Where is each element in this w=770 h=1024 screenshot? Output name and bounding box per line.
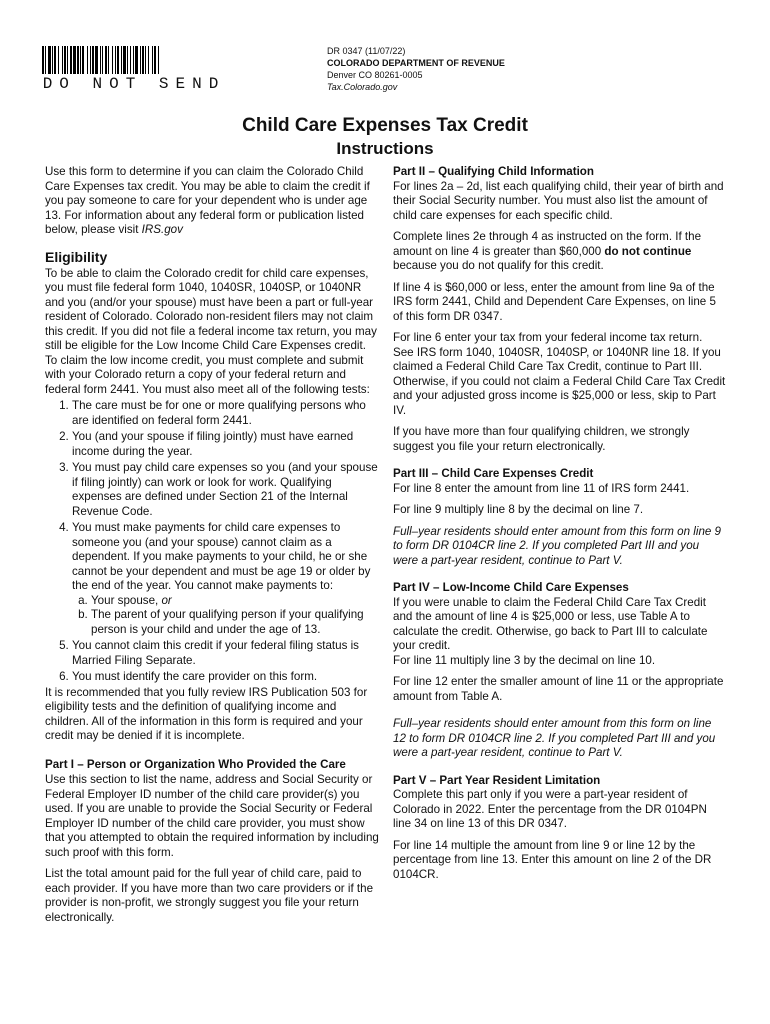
eligibility-tests (45, 399, 379, 685)
eligibility-paragraph: To be able to claim the Colorado credit for child care expenses, you must file federal form 1040, 1040SR, 1040SP, or 1040NR and you (and/or your spouse) must have been a part or full-year resident of Colorado. Colorado non-resident filers may not claim this credit. If you did not file a federal income tax return, you may still be eligible for the Low Income Child Care Expenses credit. To claim the low income credit, you must complete and submit with your Colorado return a copy of your federal return and federal form 2441. You must also meet all of the following tests: (45, 266, 377, 396)
list-item: 1. The care must be for one or more qualifying persons who are identified on federal form 2441. (72, 399, 379, 428)
right-column (393, 165, 726, 889)
part2-heading: Part II – Qualifying Child Information (393, 165, 594, 178)
part4-heading: Part IV – Low-Income Child Care Expenses (393, 581, 629, 594)
list-item: 6. You must identify the care provider on this form. (72, 670, 379, 685)
page-title: Child Care Expenses Tax Credit (242, 115, 528, 136)
part5-paragraph: For line 14 multiple the amount from line 9 or line 12 by the percentage from line 13. Enter this amount on line 2 of the DR 0104CR. (393, 838, 712, 881)
barcode (42, 46, 226, 74)
part3-paragraph: For line 8 enter the amount from line 11 of IRS form 2441. (393, 481, 690, 495)
department-website: Tax.Colorado.gov (327, 82, 398, 92)
eligibility-heading: Eligibility (45, 248, 108, 265)
list-item: 2. You (and your spouse if filing jointly) must have earned income during the year. (72, 430, 379, 459)
payment-exclusions (72, 594, 379, 638)
intro-paragraph: Use this form to determine if you can claim the Colorado Child Care Expenses tax credit. You may be able to claim the credit if you pay someone to care for your dependent who is under age 13. For information about any federal form or publication listed below, please visit IRS.gov (45, 165, 370, 236)
part5-paragraph: Complete this part only if you were a part-year resident of Colorado in 2022. Enter the percentage from the DR 0104PN line 34 on line 13 of this DR 0347. (393, 788, 707, 830)
list-item: b. The parent of your qualifying person if your qualifying person is your child and under the age of 13. (91, 608, 379, 637)
part2-paragraph: For line 6 enter your tax from your federal income tax return. See IRS form 1040, 1040SR, 1040SP, or 1040NR line 18. If you claimed a Federal Child Care Tax Credit, continue to Part III. Otherwise, if you could not claim a Federal Child Care Tax Credit and your adjusted gross income is $25,000 or less, skip to Part IV. (393, 331, 726, 417)
barcode-bar (159, 46, 160, 74)
part3-paragraph: For line 9 multiply line 8 by the decimal on line 7. (393, 503, 644, 516)
left-column (45, 165, 379, 932)
part3-paragraph: Full–year residents should enter amount from this form on line 9 to form DR 0104CR line 2. If you completed Part III and you were a part-year resident, continue to Part V. (393, 524, 722, 567)
department-address: Denver CO 80261-0005 (327, 70, 423, 80)
part2-paragraph: Complete lines 2e through 4 as instructed on the form. If the amount on line 4 is greater than $60,000 do not continue because you do not qualify for this credit. (393, 230, 702, 272)
irs-link[interactable]: IRS.gov (141, 223, 183, 236)
part4-paragraph: For line 12 enter the smaller amount of line 11 or the appropriate amount from Table A. (393, 675, 724, 703)
part4-paragraph: Full–year residents should enter amount from this form on line 12 to form DR 0104CR line 2. If you completed Part III and you were a part-year resident, continue to Part V. (393, 717, 716, 759)
part1-heading: Part I – Person or Organization Who Provided the Care (45, 757, 346, 771)
list-item: 4. You must make payments for child care expenses to someone you (and your spouse) cannot claim as a dependent. If you make payments to your child, he or she cannot be your dependent and must be age 19 or older by the end of the year. You cannot make payments to: a. Your spouse, or b. The parent of your qualifying person if your qualifying person is your child and under the age of 13. (72, 521, 379, 637)
part2-paragraph: If line 4 is $60,000 or less, enter the amount from line 9a of the IRS form 2441, Child and Dependent Care Expenses, on line 5 of this form DR 0347. (393, 280, 716, 323)
do-not-send-label: DO NOT SEND (42, 75, 226, 93)
form-number: DR 0347 (11/07/22) (327, 46, 406, 56)
page-subtitle: Instructions (336, 139, 434, 158)
list-item: a. Your spouse, or (91, 594, 379, 609)
part4-paragraph: For line 11 multiply line 3 by the decimal on line 10. (393, 653, 656, 667)
part4-paragraph: If you were unable to claim the Federal Child Care Tax Credit and the amount of line 4 is $25,000 or less, use Table A to calculate the credit. Otherwise, go back to Part III to calculate your credit. (393, 595, 708, 652)
list-item: 3. You must pay child care expenses so you (and your spouse if filing jointly) can work or look for work. Qualifying expenses are defined under Section 21 of the Internal Revenue Code. (72, 461, 379, 519)
part3-heading: Part III – Child Care Expenses Credit (393, 467, 594, 480)
part1-paragraph: List the total amount paid for the full year of child care, paid to each provider. If you have more than two care providers or if the provider is non-profit, we strongly suggest you file your return electronically. (45, 867, 374, 924)
part2-paragraph: For lines 2a – 2d, list each qualifying child, their year of birth and their Social Security number. You must also list the amount of child care expenses for each specific child. (393, 179, 724, 222)
form-header (327, 45, 505, 93)
part1-paragraph: Use this section to list the name, address and Social Security or Federal Employer ID number of the child care provider(s) you used. If you are unable to provide the Social Security or Federal Employer ID number of the child care provider, you must show that you attempted to obtain the required information by including such proof with this form. (45, 773, 379, 859)
part5-heading: Part V – Part Year Resident Limitation (393, 773, 601, 787)
recommendation-paragraph: It is recommended that you fully review IRS Publication 503 for eligibility tests and the definition of qualifying income and children. All of the information in this form is required and your credit may be denied if it is incomplete. (45, 685, 368, 742)
department-name: COLORADO DEPARTMENT OF REVENUE (327, 58, 505, 68)
list-item: 5. You cannot claim this credit if your federal filing status is Married Filing Separate. (72, 639, 379, 668)
part2-paragraph: If you have more than four qualifying children, we strongly suggest you file your return electronically. (393, 425, 690, 453)
